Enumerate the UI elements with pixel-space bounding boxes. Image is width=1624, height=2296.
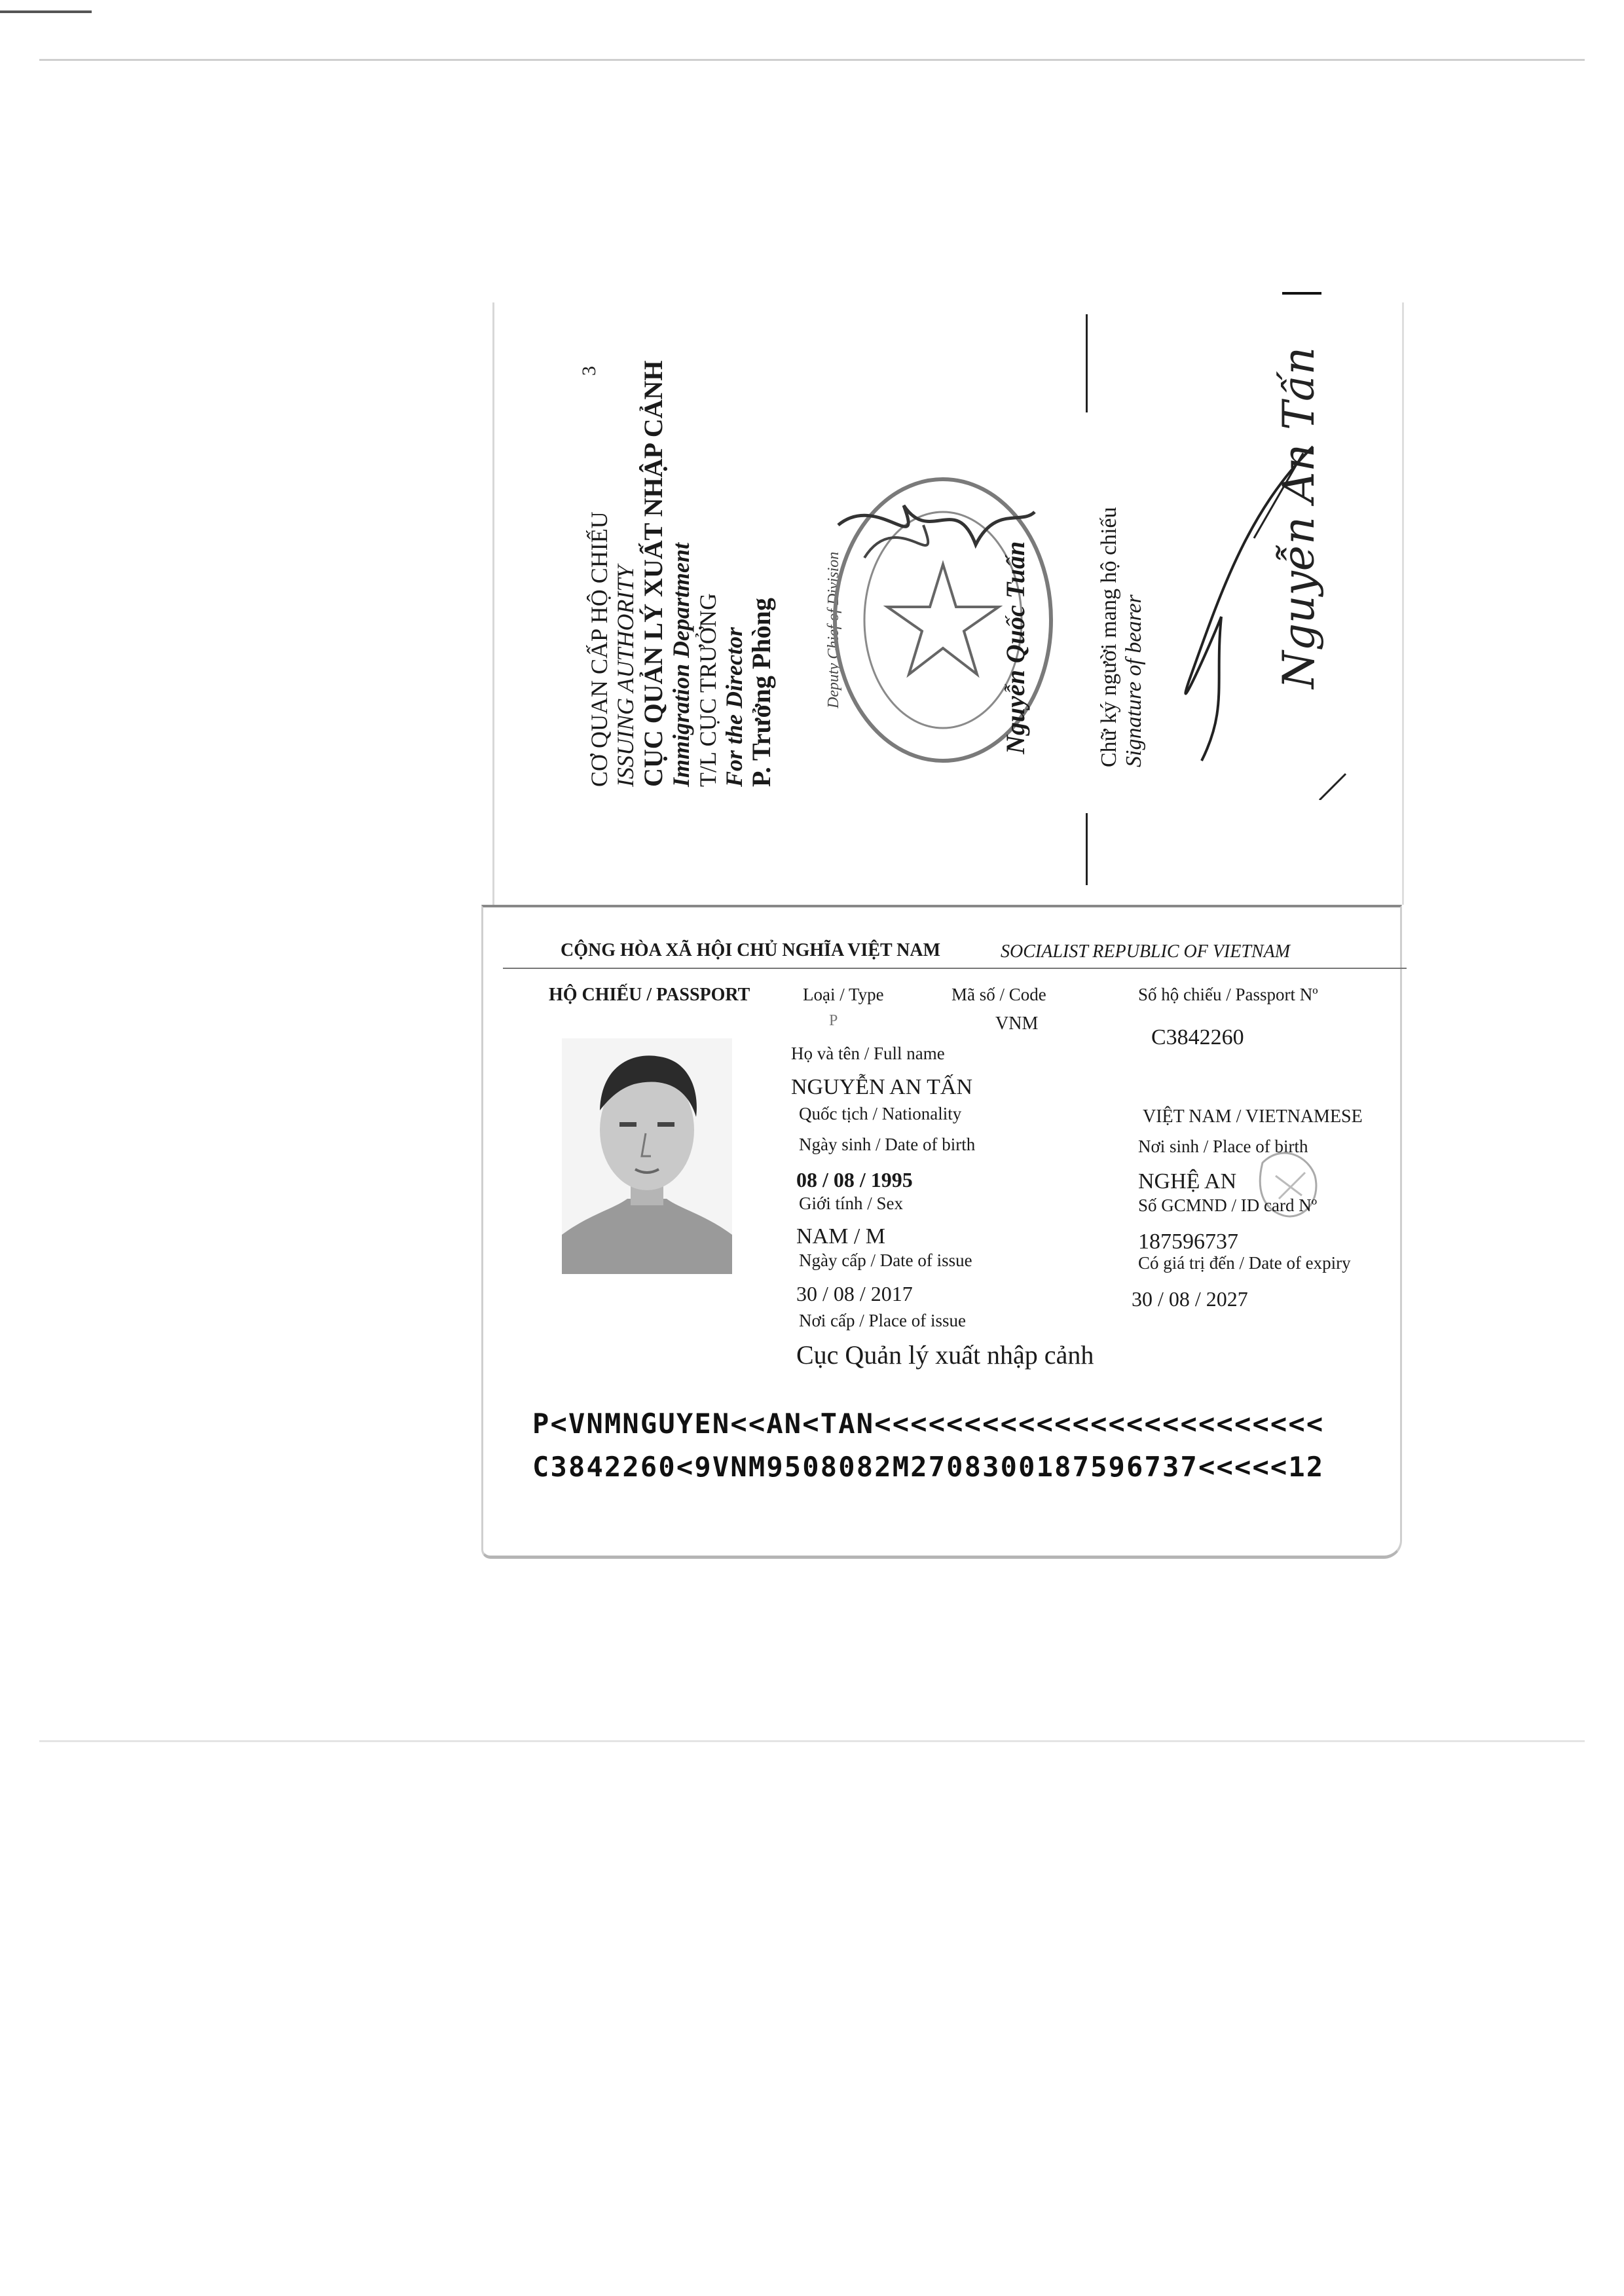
type-label: Loại / Type	[803, 985, 884, 1004]
date-of-expiry-value: 30 / 08 / 2027	[1132, 1287, 1248, 1311]
date-of-expiry-label: Có giá trị đến / Date of expiry	[1138, 1253, 1351, 1273]
country-header-vi: CỘNG HÒA XÃ HỘI CHỦ NGHĨA VIỆT NAM	[561, 940, 941, 960]
passport-number-label: Số hộ chiếu / Passport Nº	[1138, 985, 1318, 1004]
signature-scribble	[1149, 342, 1359, 800]
country-header-en: SOCIALIST REPUBLIC OF VIETNAM	[1001, 941, 1291, 962]
date-of-issue-label: Ngày cấp / Date of issue	[799, 1250, 972, 1270]
passport-number-value: C3842260	[1151, 1025, 1244, 1049]
bearer-sig-en: Signature of bearer	[1122, 594, 1147, 767]
bearer-signature-label	[1097, 507, 1147, 767]
sex-value: NAM / M	[796, 1224, 886, 1248]
director-vi: T/L CỤC TRƯỞNG	[694, 593, 721, 787]
divider-line	[1086, 813, 1088, 885]
code-label: Mã số / Code	[951, 985, 1046, 1004]
type-value: P	[829, 1012, 838, 1029]
authority-vi: CƠ QUAN CẤP HỘ CHIẾU	[586, 511, 612, 787]
nationality-value: VIỆT NAM / VIETNAMESE	[1143, 1106, 1363, 1127]
date-of-birth-value: 08 / 08 / 1995	[796, 1168, 913, 1192]
scan-artifact-line	[39, 59, 1585, 61]
department-vi: CỤC QUẢN LÝ XUẤT NHẬP CẢNH	[638, 360, 668, 787]
id-card-value: 187596737	[1138, 1230, 1238, 1254]
mrz-line-1: P<VNMNGUYEN<<AN<TAN<<<<<<<<<<<<<<<<<<<<<<<<<	[532, 1408, 1325, 1440]
department-en: Immigration Department	[668, 542, 695, 787]
place-of-issue-value: Cục Quản lý xuất nhập cảnh	[796, 1340, 1094, 1370]
deputy-en: Deputy Chief of Division	[825, 551, 842, 708]
place-of-birth-label: Nơi sinh / Place of birth	[1138, 1137, 1308, 1156]
issuing-authority-block	[586, 360, 777, 787]
header-rule	[503, 968, 1407, 969]
place-of-birth-value: NGHỆ AN	[1138, 1169, 1237, 1194]
observation-page	[492, 302, 1404, 905]
bearer-signature: Nguyễn An Tấn	[1274, 346, 1324, 689]
watermark-emblem	[1249, 1137, 1328, 1235]
authority-en: ISSUING AUTHORITY	[612, 565, 639, 787]
code-value: VNM	[995, 1013, 1039, 1034]
document-type-label: HỘ CHIẾU / PASSPORT	[549, 985, 750, 1005]
officer-name: Nguyễn Quốc Tuấn	[1001, 541, 1030, 754]
bearer-sig-vi: Chữ ký người mang hộ chiếu	[1097, 507, 1121, 767]
date-of-issue-value: 30 / 08 / 2017	[796, 1282, 913, 1305]
holder-photo	[562, 1038, 732, 1274]
scan-artifact-line	[39, 1740, 1585, 1742]
mrz-line-2: C3842260<9VNM9508082M2708300187596737<<<<<12	[532, 1451, 1325, 1483]
edge-mark	[1282, 292, 1321, 295]
sex-label: Giới tính / Sex	[799, 1194, 904, 1213]
divider-line	[1086, 314, 1088, 412]
full-name-label: Họ và tên / Full name	[791, 1044, 945, 1063]
date-of-birth-label: Ngày sinh / Date of birth	[799, 1135, 976, 1154]
nationality-label: Quốc tịch / Nationality	[799, 1104, 962, 1123]
deputy-vi: P. Trưởng Phòng	[747, 598, 777, 787]
director-en: For the Director	[721, 627, 748, 787]
scan-artifact-line	[0, 10, 92, 13]
id-card-label: Số GCMND / ID card Nº	[1138, 1195, 1318, 1215]
place-of-issue-label: Nơi cấp / Place of issue	[799, 1311, 966, 1330]
full-name-value: NGUYỄN AN TẤN	[791, 1075, 973, 1099]
page-number: 3	[578, 366, 600, 376]
biodata-page	[481, 905, 1402, 1559]
